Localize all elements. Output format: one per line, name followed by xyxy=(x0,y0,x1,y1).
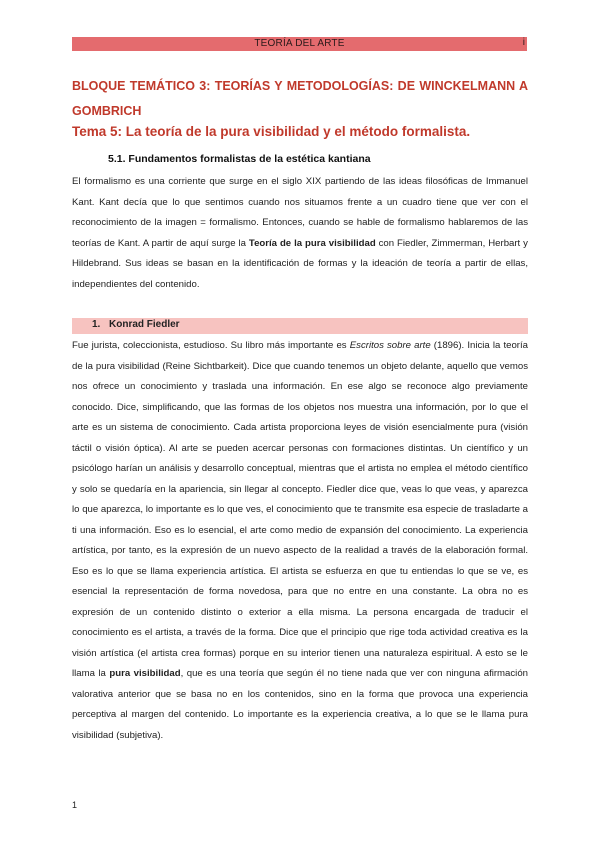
running-header-title: TEORÍA DEL ARTE xyxy=(254,38,345,49)
block-title: BLOQUE TEMÁTICO 3: TEORÍAS Y METODOLOGÍAS: DE WINCKELMANN A GOMBRICH xyxy=(72,79,528,118)
running-header xyxy=(72,37,527,51)
topic-title: Tema 5: La teoría de la pura visibilidad y el método formalista. xyxy=(72,124,471,139)
intro-paragraph xyxy=(72,172,528,295)
fiedler-text-2: (1896). Inicia la teoría de la pura visibilidad (Reine Sichtbarkeit). Dice que cuando tenemos un objeto delante, aquello que vemos nos ofrece un conocimiento y traslada una información. En ese algo se reconoce algo previamente conocido. Dice, simplificando, que las formas de los objetos nos muestra una información, por lo que el arte es un sistema de conocimiento. Cada artista proporciona leyes de visión esencialmente pura (visión táctil o visión óptica). Al arte se pueden acercar personas con formaciones distintas. Un científico y un psicólogo harían un análisis y desarrollo conceptual, mientras que el artista no emplea el método científico y solo se quedaría en la apariencia, sin llegar al concepto. Fiedler dice que, veas lo que veas, y aparezca lo que aparezca, lo importante es lo que ves, el conocimiento que te transmite esa especie de trasladarte a ti una información. Eso es lo esencial, el arte como medio de expansión del conocimiento. La experiencia artística, por tanto, es la expresión de un nuevo aspecto de la realidad a través de la elaboración formal. Eso es lo que se llama experiencia artística. El artista se esfuerza en que tu entiendas lo que se ve, es esencial la representación de forma novedosa, para que no entre en una constante. La obra no es expresión de un contenido distinto o exterior a ella misma. La persona encargada de traducir el conocimiento es el artista, a través de la forma. Dice que el principio que rige toda actividad creativa es la visión artística (el artista crea formas) porque en su interior tienen una naturaleza espiritual. A esto se le llama la xyxy=(72,340,528,679)
fiedler-bold-term: pura visibilidad xyxy=(109,668,181,679)
section-title: Konrad Fiedler xyxy=(109,319,180,330)
page-number: 1 xyxy=(72,800,78,810)
book-title: Escritos sobre arte xyxy=(349,340,431,351)
running-header-marker: i xyxy=(522,37,525,48)
section-number: 1. xyxy=(92,319,101,330)
intro-text-2: con Fiedler, Zimmerman, Herbart y Hildebrand. Sus ideas se basan en la identificación de formas y la ideación de teoría a partir de ellas, independientes del contenido. xyxy=(72,237,528,290)
fiedler-paragraph xyxy=(72,336,528,746)
section-heading xyxy=(72,318,528,334)
subsection-title: 5.1. Fundamentos formalistas de la estética kantiana xyxy=(108,153,371,165)
intro-bold-term: Teoría de la pura visibilidad xyxy=(248,237,376,249)
fiedler-text-3: , que es una teoría que según él no tiene nada que ver con ninguna afirmación valorativa anterior que se basa no en los contenidos, sino en la forma que provoca una experiencia perceptiva al margen del contenido. Lo importante es la experiencia creativa, a lo que se le llama pura visibilidad (subjetiva). xyxy=(72,668,528,741)
fiedler-text-1: Fue jurista, coleccionista, estudioso. Su libro más importante es xyxy=(72,340,350,351)
intro-text-1: El formalismo es una corriente que surge en el siglo XIX partiendo de las ideas filosóficas de Immanuel Kant. Kant decía que lo que sentimos cuando nos situamos frente a un cuadro tiene que ver con el reconocimiento de la imagen = formalismo. Entonces, cuando se hable de formalismo hablaremos de las teorías de Kant. A partir de aquí surge la xyxy=(72,176,528,249)
